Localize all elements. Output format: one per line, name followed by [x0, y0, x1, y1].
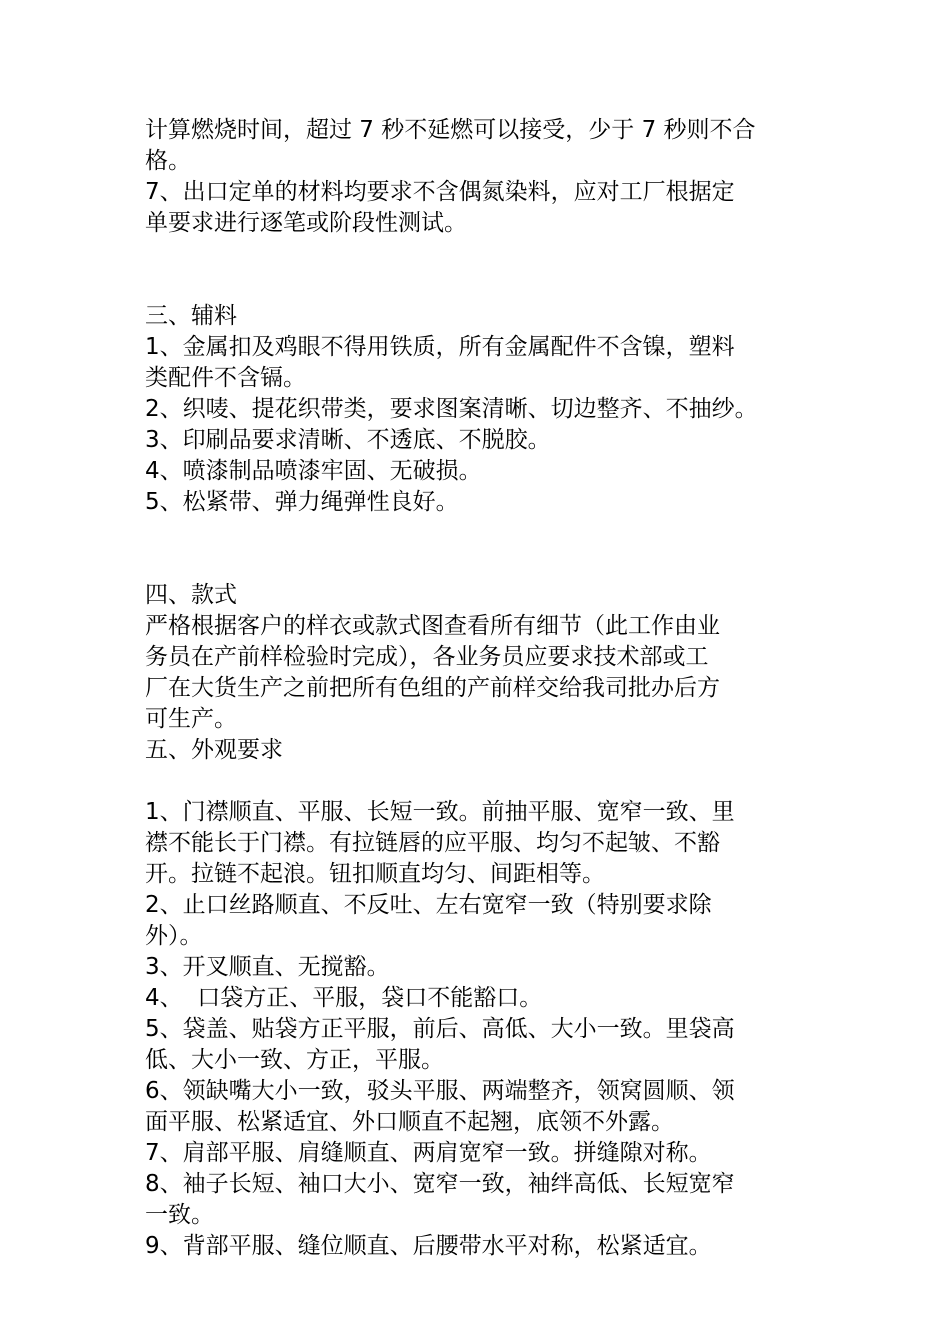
text-line: 面平服、松紧适宜、外口顺直不起翘，底领不外露。 [145, 1109, 674, 1135]
text-line: 9、背部平服、缝位顺直、后腰带水平对称，松紧适宜。 [145, 1233, 712, 1259]
text-line: 外）。 [145, 923, 203, 949]
text-line: 1、门襟顺直、平服、长短一致。前抽平服、宽窄一致、里 [145, 799, 735, 825]
text-line: 襟不能长于门襟。有拉链唇的应平服、均匀不起皱、不豁 [145, 830, 720, 856]
text-line: 2、止口丝路顺直、不反吐、左右宽窄一致（特别要求除 [145, 892, 712, 918]
text-line: 1、金属扣及鸡眼不得用铁质，所有金属配件不含镍，塑料 [145, 334, 735, 360]
section-intro [145, 115, 825, 239]
text-line: 一致。 [145, 1202, 214, 1228]
text-line: 7、肩部平服、肩缝顺直、两肩宽窄一致。拼缝隙对称。 [145, 1140, 712, 1166]
text-line: 5、袋盖、贴袋方正平服，前后、高低、大小一致。里袋高 [145, 1016, 735, 1042]
section-heading: 三、辅料 [145, 303, 237, 329]
document-page [145, 115, 825, 1262]
section-accessories [145, 301, 825, 518]
spacer [145, 518, 825, 580]
text-line: 4、 口袋方正、平服，袋口不能豁口。 [145, 985, 543, 1011]
text-line: 开。拉链不起浪。钮扣顺直均匀、间距相等。 [145, 861, 605, 887]
text-line: 7、出口定单的材料均要求不含偶氮染料，应对工厂根据定 [145, 179, 735, 205]
text-line: 4、喷漆制品喷漆牢固、无破损。 [145, 458, 482, 484]
section-appearance [145, 797, 825, 1262]
section-style [145, 580, 825, 766]
text-line: 3、印刷品要求清晰、不透底、不脱胶。 [145, 427, 551, 453]
text-line: 单要求进行逐笔或阶段性测试。 [145, 210, 467, 236]
text-line: 6、领缺嘴大小一致，驳头平服、两端整齐，领窝圆顺、领 [145, 1078, 735, 1104]
text-line: 格。 [145, 148, 191, 174]
text-line: 3、开叉顺直、无搅豁。 [145, 954, 390, 980]
text-line: 低、大小一致、方正，平服。 [145, 1047, 444, 1073]
text-line: 类配件不含镉。 [145, 365, 306, 391]
text-line: 5、松紧带、弹力绳弹性良好。 [145, 489, 459, 515]
spacer [145, 239, 825, 301]
section-heading: 五、外观要求 [145, 737, 283, 763]
text-line: 务员在产前样检验时完成），各业务员应要求技术部或工 [145, 644, 709, 670]
text-line: 厂在大货生产之前把所有色组的产前样交给我司批办后方 [145, 675, 720, 701]
spacer [145, 766, 825, 797]
text-line: 严格根据客户的样衣或款式图查看所有细节（此工作由业 [145, 613, 720, 639]
text-line: 计算燃烧时间，超过 7 秒不延燃可以接受，少于 7 秒则不合 [145, 117, 756, 143]
text-line: 8、袖子长短、袖口大小、宽窄一致，袖绊高低、长短宽窄 [145, 1171, 735, 1197]
text-line: 2、织唛、提花织带类，要求图案清晰、切边整齐、不抽纱。 [145, 396, 758, 422]
section-heading: 四、款式 [145, 582, 237, 608]
text-line: 可生产。 [145, 706, 237, 732]
